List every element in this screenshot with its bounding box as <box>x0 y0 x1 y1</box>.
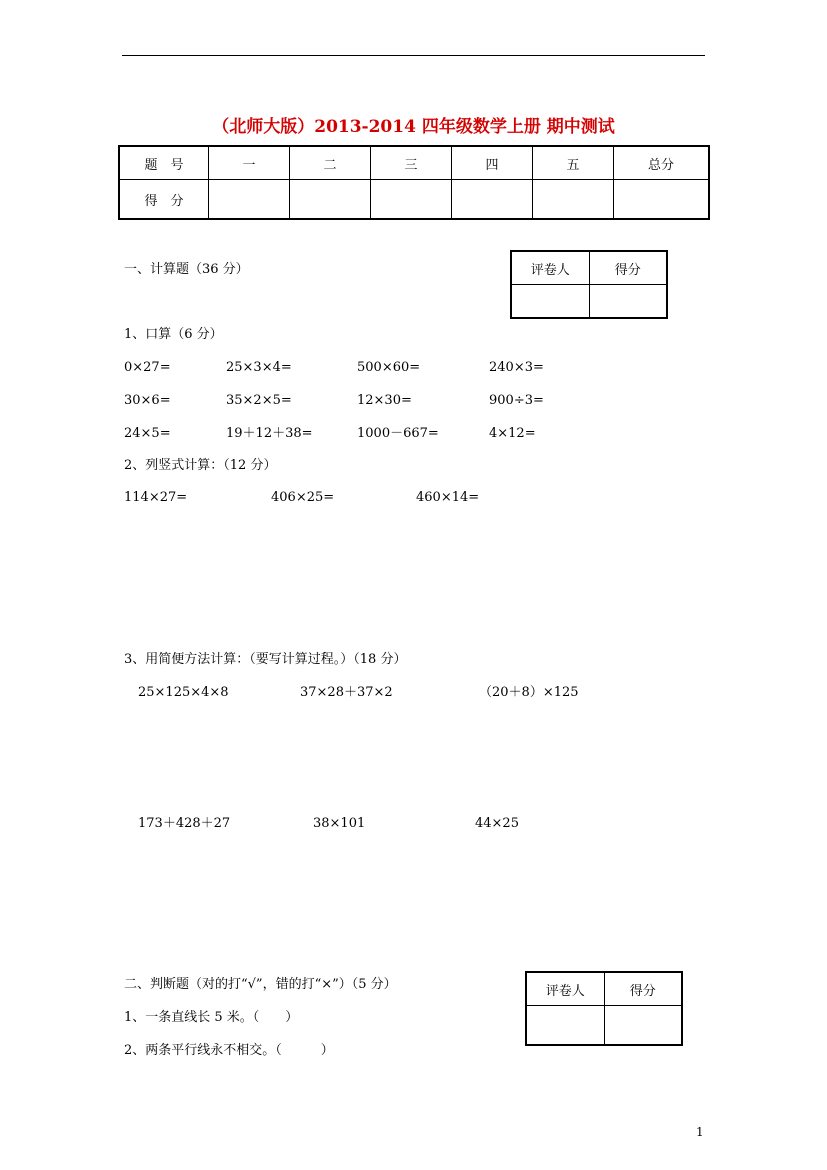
judgment-item: 1、一条直线长 5 米。（ ） <box>124 1010 299 1025</box>
score-cell: 五 <box>533 146 614 180</box>
score-blank-cell[interactable] <box>452 180 533 220</box>
score-blank-cell[interactable] <box>371 180 452 220</box>
simplify-item: 38×101 <box>313 816 366 831</box>
q1-heading: 1、口算（6 分） <box>124 327 223 342</box>
section2-heading: 二、判断题（对的打“√”，错的打“×”）（5 分） <box>124 977 397 992</box>
score-cell: 一 <box>209 146 290 180</box>
score-blank-cell[interactable] <box>533 180 614 220</box>
oral-item: 25×3×4= <box>226 360 292 375</box>
oral-item: 1000－667= <box>357 426 439 441</box>
grader-table-2 <box>525 971 683 1046</box>
oral-item: 900÷3= <box>489 393 544 408</box>
page-number: 1 <box>696 1125 704 1139</box>
grader-label: 评卷人 <box>526 972 604 1006</box>
oral-item: 4×12= <box>489 426 536 441</box>
oral-item: 240×3= <box>489 360 544 375</box>
q2-heading: 2、列竖式计算：（12 分） <box>124 458 277 473</box>
oral-item: 24×5= <box>124 426 171 441</box>
section1-heading: 一、计算题（36 分） <box>124 262 249 277</box>
score-blank-cell[interactable] <box>614 180 710 220</box>
score-blank-cell[interactable] <box>604 1006 682 1046</box>
simplify-item: 44×25 <box>475 816 519 831</box>
oral-item: 35×2×5= <box>226 393 292 408</box>
simplify-item: （20＋8）×125 <box>479 685 579 700</box>
vertical-calc-item: 114×27= <box>124 490 188 505</box>
oral-item: 30×6= <box>124 393 171 408</box>
header-rule <box>122 55 705 56</box>
score-table-header-row <box>119 146 709 180</box>
grader-label: 评卷人 <box>511 251 589 285</box>
score-blank-cell[interactable] <box>589 285 667 319</box>
simplify-item: 25×125×4×8 <box>138 685 229 700</box>
score-label: 得分 <box>589 251 667 285</box>
score-cell: 三 <box>371 146 452 180</box>
simplify-item: 173＋428＋27 <box>138 816 231 831</box>
vertical-calc-item: 460×14= <box>416 490 480 505</box>
judgment-item: 2、两条平行线永不相交。（ ） <box>124 1043 334 1058</box>
oral-item: 500×60= <box>357 360 421 375</box>
simplify-item: 37×28＋37×2 <box>300 685 393 700</box>
score-cell: 题 号 <box>119 146 209 180</box>
score-cell: 得 分 <box>119 180 209 220</box>
score-cell: 四 <box>452 146 533 180</box>
score-label: 得分 <box>604 972 682 1006</box>
oral-item: 19＋12＋38= <box>226 426 313 441</box>
page-title: （北师大版）2013-2014 四年级数学上册 期中测试 <box>212 117 615 137</box>
grader-blank-cell[interactable] <box>511 285 589 319</box>
score-table-score-row <box>119 180 709 220</box>
vertical-calc-item: 406×25= <box>271 490 335 505</box>
score-cell: 总分 <box>614 146 710 180</box>
grader-table-1 <box>510 250 668 319</box>
score-blank-cell[interactable] <box>290 180 371 220</box>
score-cell: 二 <box>290 146 371 180</box>
oral-item: 12×30= <box>357 393 412 408</box>
grader-blank-cell[interactable] <box>526 1006 604 1046</box>
score-blank-cell[interactable] <box>209 180 290 220</box>
score-table <box>118 145 710 220</box>
oral-item: 0×27= <box>124 360 171 375</box>
q3-heading: 3、用简便方法计算：（要写计算过程。）（18 分） <box>124 652 407 667</box>
